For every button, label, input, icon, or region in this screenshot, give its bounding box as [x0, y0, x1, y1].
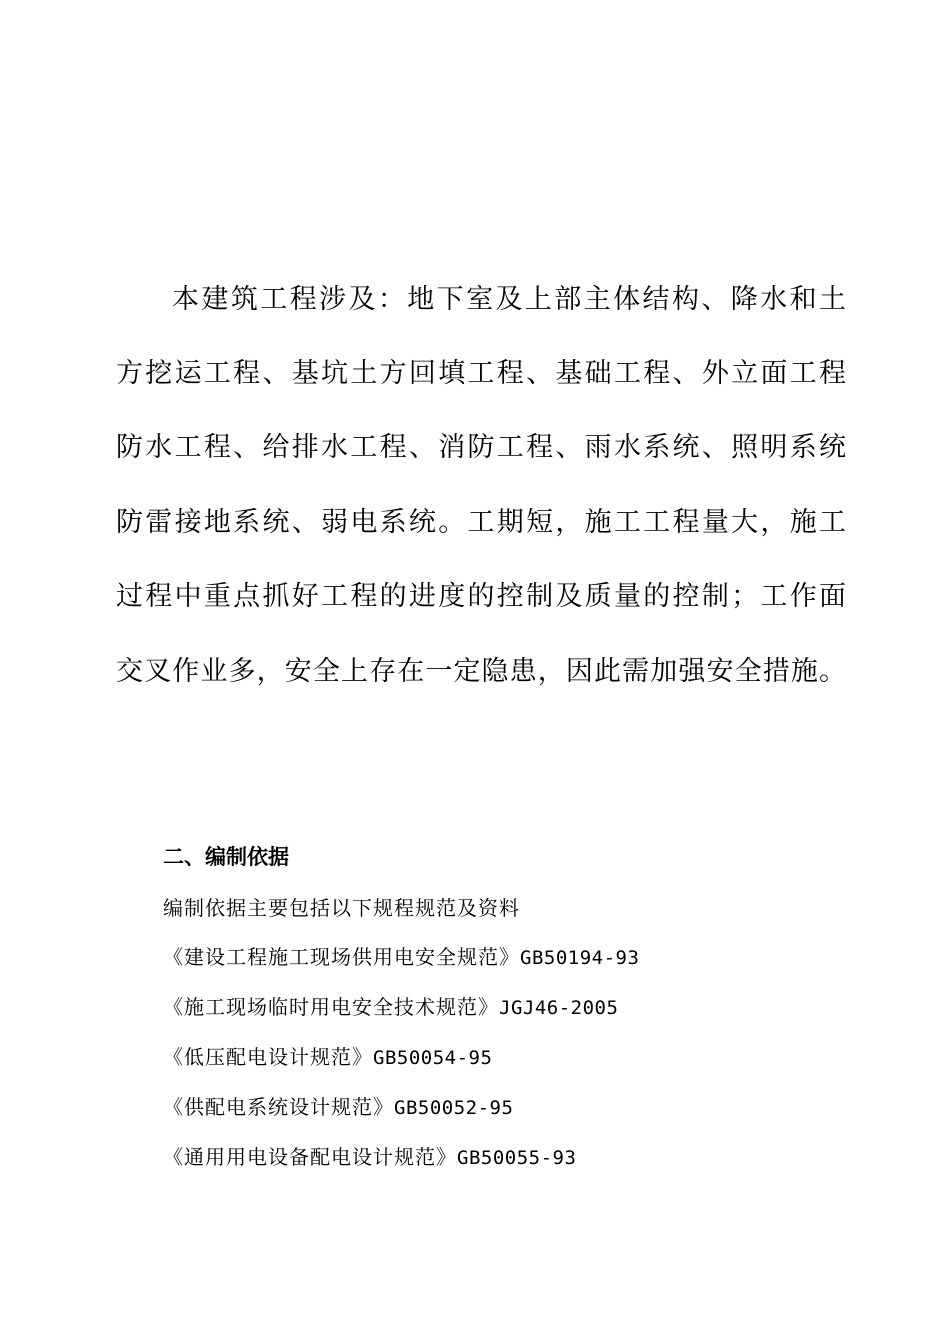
reference-title: 《通用用电设备配电设计规范》 — [163, 1145, 457, 1169]
reference-item — [163, 1142, 576, 1173]
reference-code: GB50052-95 — [394, 1097, 514, 1119]
paragraph-line: 本建筑工程涉及：地下室及上部主体结构、降水和土 — [172, 284, 846, 315]
reference-title: 《施工现场临时用电安全技术规范》 — [163, 995, 499, 1019]
reference-code: GB50055-93 — [457, 1147, 577, 1169]
paragraph-line: 交叉作业多，安全上存在一定隐患，因此需加强安全措施。 — [116, 656, 846, 687]
reference-item — [163, 1092, 513, 1123]
reference-item — [163, 942, 639, 973]
paragraph-line: 防水工程、给排水工程、消防工程、雨水系统、照明系统 — [116, 432, 846, 463]
paragraph-line: 过程中重点抓好工程的进度的控制及质量的控制；工作面 — [116, 581, 846, 612]
paragraph-line: 方挖运工程、基坑土方回填工程、基础工程、外立面工程 — [116, 358, 846, 389]
paragraph-line: 防雷接地系统、弱电系统。工期短，施工工程量大，施工 — [116, 507, 846, 538]
reference-title: 《建设工程施工现场供用电安全规范》 — [163, 945, 520, 969]
reference-item — [163, 1042, 492, 1073]
section-intro: 编制依据主要包括以下规程规范及资料 — [163, 896, 520, 920]
reference-title: 《供配电系统设计规范》 — [163, 1095, 394, 1119]
reference-title: 《低压配电设计规范》 — [163, 1045, 373, 1069]
reference-item — [163, 992, 618, 1023]
section-heading: 二、编制依据 — [163, 845, 289, 869]
reference-code: GB50194-93 — [520, 947, 640, 969]
reference-code: JGJ46-2005 — [499, 997, 619, 1019]
reference-code: GB50054-95 — [373, 1047, 493, 1069]
